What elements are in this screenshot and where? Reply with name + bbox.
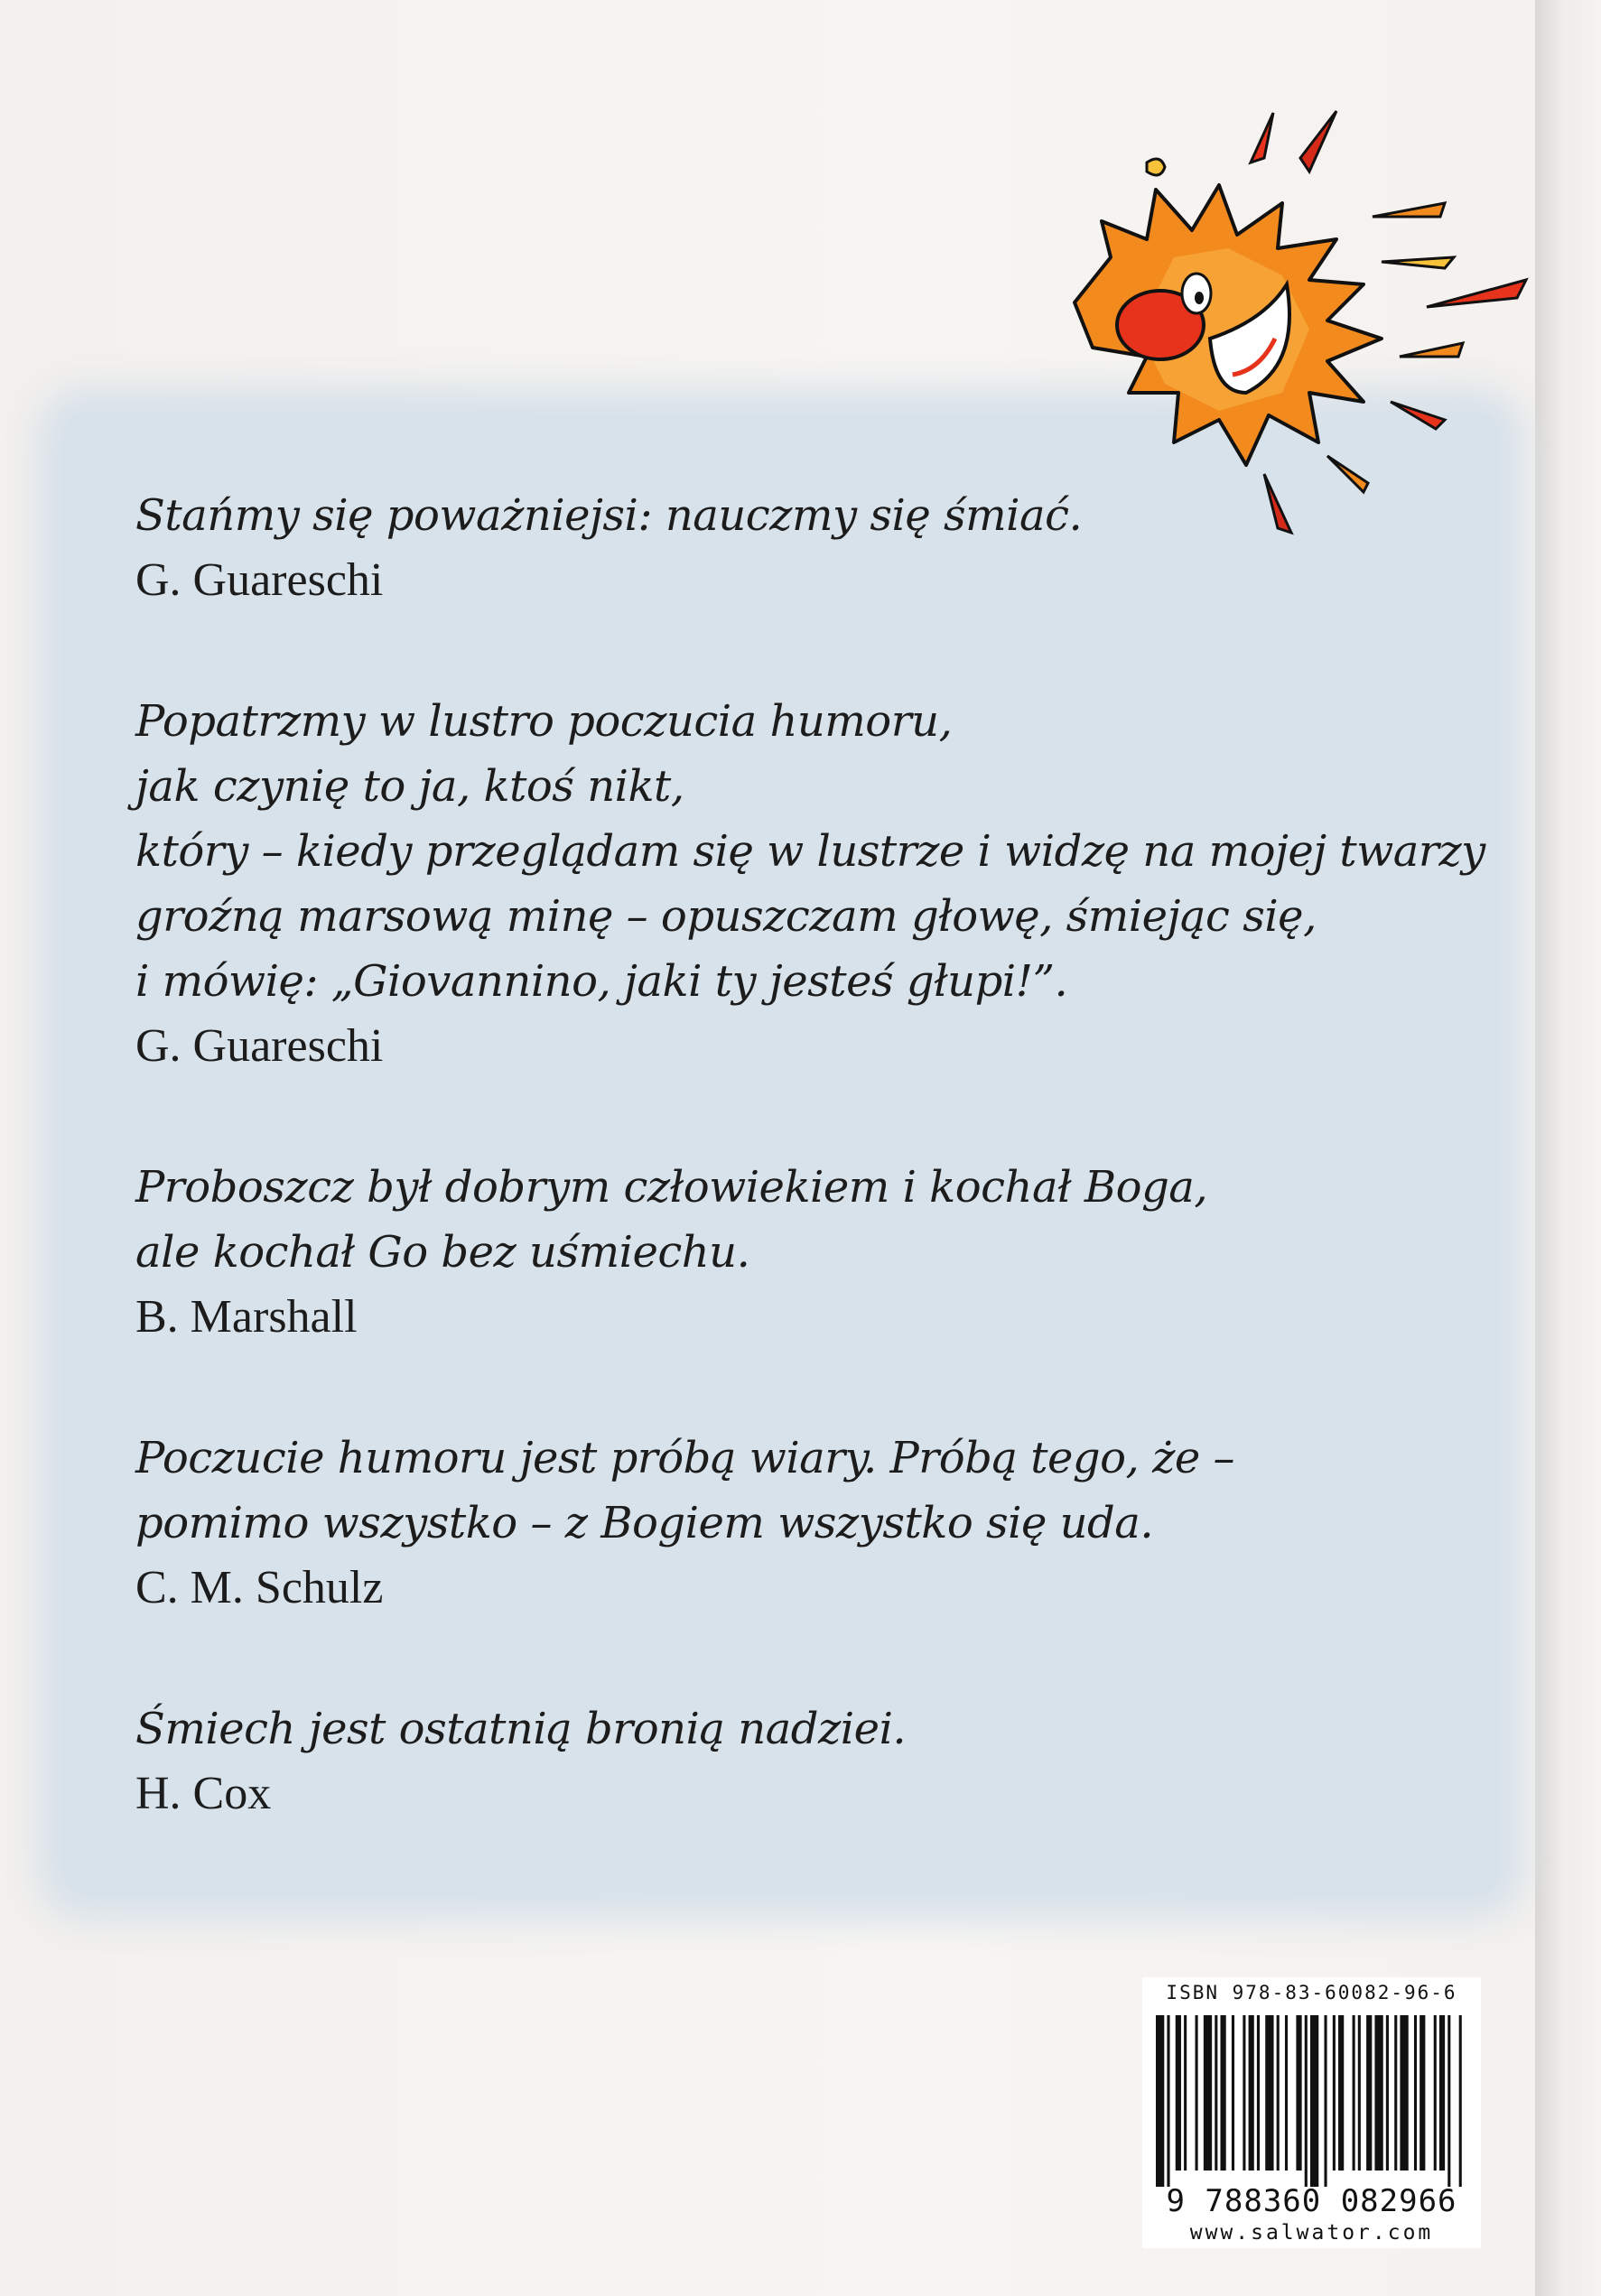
quote-5-line: Śmiech jest ostatnią bronią nadziei. [135, 1704, 907, 1754]
barcode-bar [1257, 2015, 1260, 2171]
barcode-bar [1366, 2015, 1372, 2171]
barcode-bar [1386, 2015, 1389, 2171]
barcode-bar [1400, 2015, 1408, 2171]
barcode-bar [1277, 2015, 1280, 2171]
barcode-bar [1305, 2015, 1308, 2187]
quote-3-line: Proboszcz był dobrym człowiekiem i kochał Boga, [135, 1162, 1208, 1213]
quote-2-author: G. Guareschi [135, 1020, 384, 1072]
quote-2-line: i mówię: „Giovannino, jaki ty jesteś głupi!”. [135, 956, 1068, 1007]
quote-2-line: groźną marsową minę – opuszczam głowę, śmiejąc się, [135, 891, 1317, 942]
barcode-bar [1265, 2015, 1273, 2171]
quotes-list [135, 483, 1490, 1902]
barcode-bar [1310, 2015, 1318, 2187]
barcode-bar [1167, 2015, 1169, 2187]
quote-4-line: pomimo wszystko – z Bogiem wszystko się uda. [135, 1498, 1154, 1548]
quote-1 [135, 483, 1490, 613]
barcode-bar [1358, 2015, 1361, 2171]
quote-3-author: B. Marshall [135, 1291, 358, 1343]
quote-1-author: G. Guareschi [135, 554, 384, 606]
barcode-icon [1156, 2015, 1467, 2187]
barcode-bar [1434, 2015, 1437, 2171]
barcode-bar [1215, 2015, 1217, 2171]
barcode-bar [1324, 2015, 1326, 2187]
barcode-bar [1353, 2015, 1355, 2171]
barcode-digits: 9 788360 082966 [1166, 2183, 1457, 2219]
quote-4 [135, 1426, 1490, 1621]
quote-2-line: Popatrzmy w lustro poczucia humoru, [135, 696, 953, 747]
quote-3-line: ale kochał Go bez uśmiechu. [135, 1227, 750, 1278]
barcode-bar [1394, 2015, 1397, 2171]
quote-1-line: Stańmy się poważniejsi: nauczmy się śmiać. [135, 490, 1083, 541]
barcode-bar [1285, 2015, 1288, 2171]
barcode-bar [1338, 2015, 1344, 2171]
isbn-label: ISBN 978-83-60082-96-6 [1166, 1982, 1457, 2003]
barcode-bar [1243, 2015, 1245, 2171]
barcode-bar [1232, 2015, 1234, 2171]
quote-5 [135, 1696, 1490, 1827]
barcode-bar [1204, 2015, 1212, 2171]
barcode-bar [1249, 2015, 1254, 2171]
cover-edge [1535, 0, 1601, 2296]
barcode-bar [1414, 2015, 1417, 2171]
quote-2-line: który – kiedy przeglądam się w lustrze i widzę na mojej twarzy [135, 826, 1485, 877]
barcode-bar [1333, 2015, 1336, 2171]
publisher-website: www.salwator.com [1189, 2221, 1434, 2245]
quote-5-author: H. Cox [135, 1768, 272, 1819]
laughing-sun-mascot-icon [1038, 104, 1544, 546]
barcode-bar [1156, 2015, 1164, 2187]
barcode-bar [1439, 2015, 1445, 2171]
barcode-bar [1176, 2015, 1181, 2171]
quote-2-line: jak czynię to ja, ktoś nikt, [135, 761, 684, 812]
quote-3 [135, 1155, 1490, 1350]
barcode-bar [1447, 2015, 1450, 2187]
barcode-bar [1374, 2015, 1382, 2171]
barcode-bar [1459, 2015, 1462, 2187]
barcode-bar [1184, 2015, 1187, 2171]
quote-4-author: C. M. Schulz [135, 1562, 384, 1613]
quote-2 [135, 689, 1490, 1079]
barcode-bar [1296, 2015, 1301, 2171]
barcode-bar [1196, 2015, 1198, 2171]
barcode-bar [1220, 2015, 1225, 2171]
quote-4-line: Poczucie humoru jest próbą wiary. Próbą tego, że – [135, 1433, 1235, 1483]
barcode-bar [1419, 2015, 1425, 2171]
